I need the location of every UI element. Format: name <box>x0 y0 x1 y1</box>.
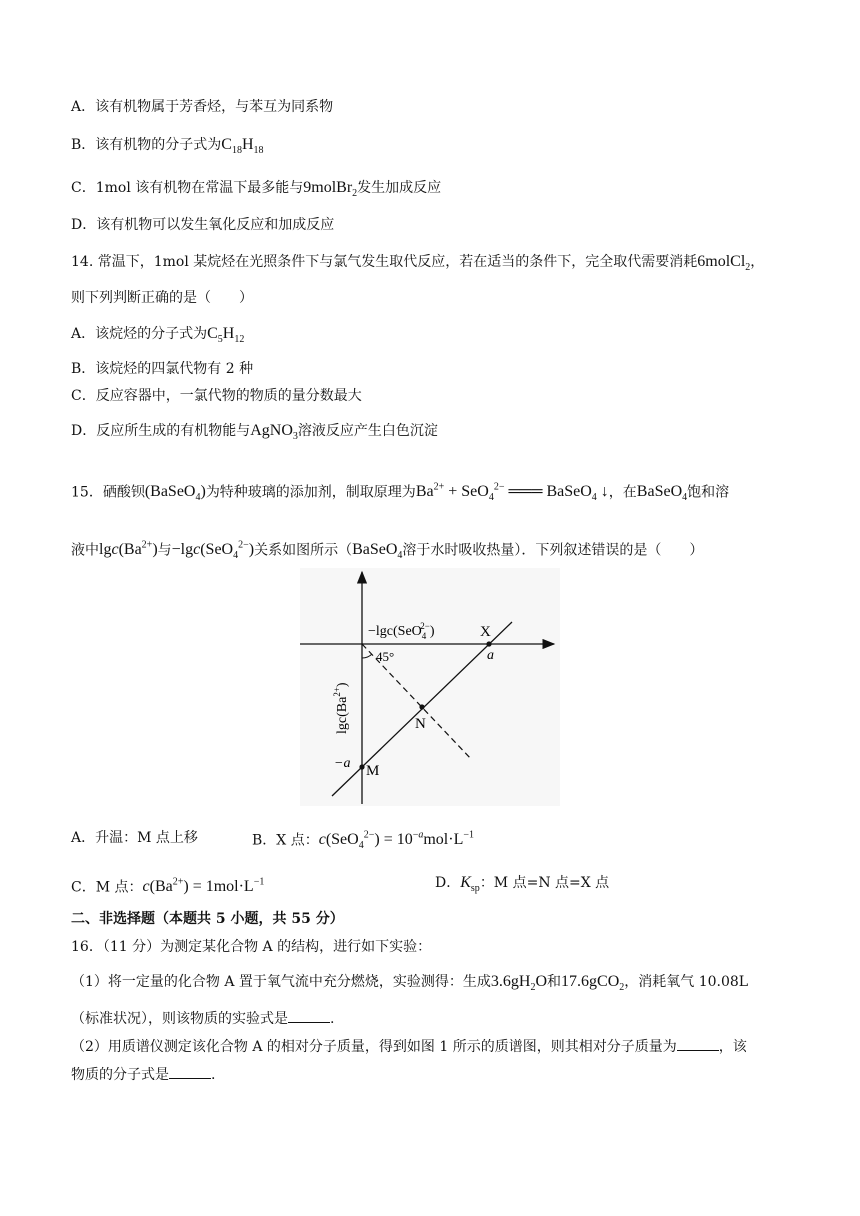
q15-stem-c: ，在 <box>608 484 637 501</box>
answer-blank[interactable] <box>677 1036 719 1051</box>
q14-stem-amount: 6molCl$_2$ <box>697 253 751 274</box>
q16-part2-line2-text: 物质的分子式是 <box>71 1067 169 1083</box>
q15-option-d-post: ：M 点=N 点=X 点 <box>479 875 610 891</box>
point-m-marker <box>359 764 364 769</box>
q14-option-d-text: D．反应所生成的有机物能与 <box>71 423 251 439</box>
q15-stem2-d: 溶于水时吸收热量）．下列叙述错误的是（ ） <box>402 542 704 559</box>
q13-option-d: D．该有机物可以发生氧化反应和加成反应 <box>71 217 335 233</box>
q15-stem-d: 饱和溶 <box>687 484 730 501</box>
q14-option-d <box>71 421 438 447</box>
q15-option-b-text: B．X 点： <box>252 832 319 849</box>
q15-figure <box>300 568 560 806</box>
q14-option-a <box>71 324 244 350</box>
q14-option-b: B．该烷烃的四氯代物有 2 种 <box>71 361 254 377</box>
q15-stem-a: 15．硒酸钡 <box>71 484 145 501</box>
point-n-marker <box>419 704 424 709</box>
y-intercept-label: −a <box>334 756 351 771</box>
q14-stem-line2: 则下列判断正确的是（ ） <box>71 290 253 306</box>
point-m-label: M <box>366 763 380 779</box>
q15-option-a: A．升温：M 点上移 <box>71 830 198 846</box>
q15-stem2-b: 与 <box>157 542 172 559</box>
q14-stem-text: 14. 常温下，1mol 某烷烃在光照条件下与氯气发生取代反应，若在适当的条件下，完全取代需要消耗 <box>71 254 698 270</box>
q16-part1-h2o: $3.6gH_2O$ <box>490 973 548 994</box>
q13-option-b-text: B．该有机物的分子式为 <box>71 137 222 153</box>
q14-option-a-text: A．该烷烃的分子式为 <box>71 326 208 342</box>
q15-option-c-text: C．M 点： <box>71 879 143 896</box>
point-x-marker <box>486 641 491 646</box>
q13-option-a: A．该有机物属于芳香烃，与苯互为同系物 <box>71 99 334 115</box>
q16-part1-line1 <box>71 972 748 998</box>
q14-option-d-formula: AgNO$_3$ <box>250 422 298 443</box>
q13-option-c <box>71 178 441 204</box>
q15-option-b-formula: $c(SeO_4^{2-}) = 10^{-a}mol\cdot L^{-1}$ <box>318 830 474 852</box>
q15-formula-baseo4: (BaSeO$_4$) <box>144 483 206 504</box>
q13-formula: $C_{18}H_{18}$ <box>221 136 264 157</box>
q15-neg-lg-seo4: −lgc(SeO$_4^{2-}$) <box>171 540 255 562</box>
q15-stem-b: 为特种玻璃的添加剂，制取原理为 <box>205 484 416 501</box>
section-2-heading: 二、非选择题（本题共 5 小题，共 55 分） <box>71 911 344 927</box>
q15-formula-baseo4-b: BaSeO$_4$ <box>636 483 688 504</box>
q14-stem-comma: ， <box>750 254 765 270</box>
q14-stem-line1 <box>71 252 764 278</box>
q16-part2-a: （2）用质谱仪测定该化合物 A 的相对分子质量，得到如图 1 所示的质谱图，则其相对分子质量为 <box>71 1039 677 1055</box>
q15-stem2-a: 液中 <box>71 542 99 559</box>
q16-part2-line1 <box>71 1036 747 1057</box>
q15-option-d <box>435 873 609 899</box>
q14-option-a-formula: $C_5H_{12}$ <box>207 325 245 346</box>
q15-lg-ba: $\lg c(Ba^{2+})$ <box>99 540 158 559</box>
q16-part2-b: ，该 <box>718 1039 747 1055</box>
q16-stem: 16．（11 分）为测定某化合物 A 的结构，进行如下实验： <box>71 939 432 955</box>
q15-stem-line1 <box>71 478 729 509</box>
q16-part1-co2: 17.6gCO$_2$ <box>561 973 625 994</box>
q15-graph-svg <box>300 568 560 806</box>
q15-option-c <box>71 873 264 897</box>
q16-part1-e: ，消耗氧气 10.08L <box>624 974 749 990</box>
q15-baseo4-c: BaSeO$_4$ <box>352 541 403 562</box>
x-intercept-label: a <box>487 648 494 663</box>
q16-part1-period: . <box>330 1011 335 1027</box>
q16-part2-line2 <box>71 1064 215 1085</box>
q13-option-c-post: 发生加成反应 <box>357 180 442 196</box>
q13-option-c-amount: 9molBr$_2$ <box>303 179 358 200</box>
q15-stem2-c: 关系如图所示（ <box>254 542 353 559</box>
q15-stem-line2 <box>71 536 703 567</box>
q14-option-d-post: 溶液反应产生白色沉淀 <box>297 423 438 439</box>
angle-label: 45° <box>376 649 395 664</box>
q16-part1-c: 和 <box>547 974 562 990</box>
q15-option-b <box>252 826 474 857</box>
answer-blank[interactable] <box>169 1064 211 1079</box>
answer-blank[interactable] <box>288 1008 330 1023</box>
q14-option-c: C．反应容器中，一氯代物的物质的量分数最大 <box>71 388 362 404</box>
angle-arc <box>362 654 372 658</box>
point-x-label: X <box>480 624 491 640</box>
x-axis-label: −lgc(SeO$_4$2−) <box>368 621 435 641</box>
q16-part1-line2 <box>71 1008 334 1029</box>
q15-equation: $Ba^{2+} + SeO_4^{2-}$ ═══ BaSeO$_4$ ↓ <box>415 482 609 504</box>
q16-part2-period: . <box>211 1067 216 1083</box>
q15-option-d-ksp: $K_{sp}$ <box>460 874 480 895</box>
q15-option-d-text: D． <box>435 875 461 891</box>
point-n-label: N <box>415 716 426 732</box>
q15-option-c-formula: $c(Ba^{2+}) = 1mol\cdot L^{-1}$ <box>142 877 265 896</box>
y-axis-label: $\lg c(Ba^{2+})$ <box>332 682 350 734</box>
q16-part1-a: （1）将一定量的化合物 A 置于氧气流中充分燃烧，实验测得：生成 <box>71 974 491 990</box>
q13-option-b <box>71 135 264 161</box>
q13-option-c-text: C．1mol 该有机物在常温下最多能与 <box>71 180 304 196</box>
q16-part1-line2-text: （标准状况），则该物质的实验式是 <box>71 1011 288 1027</box>
